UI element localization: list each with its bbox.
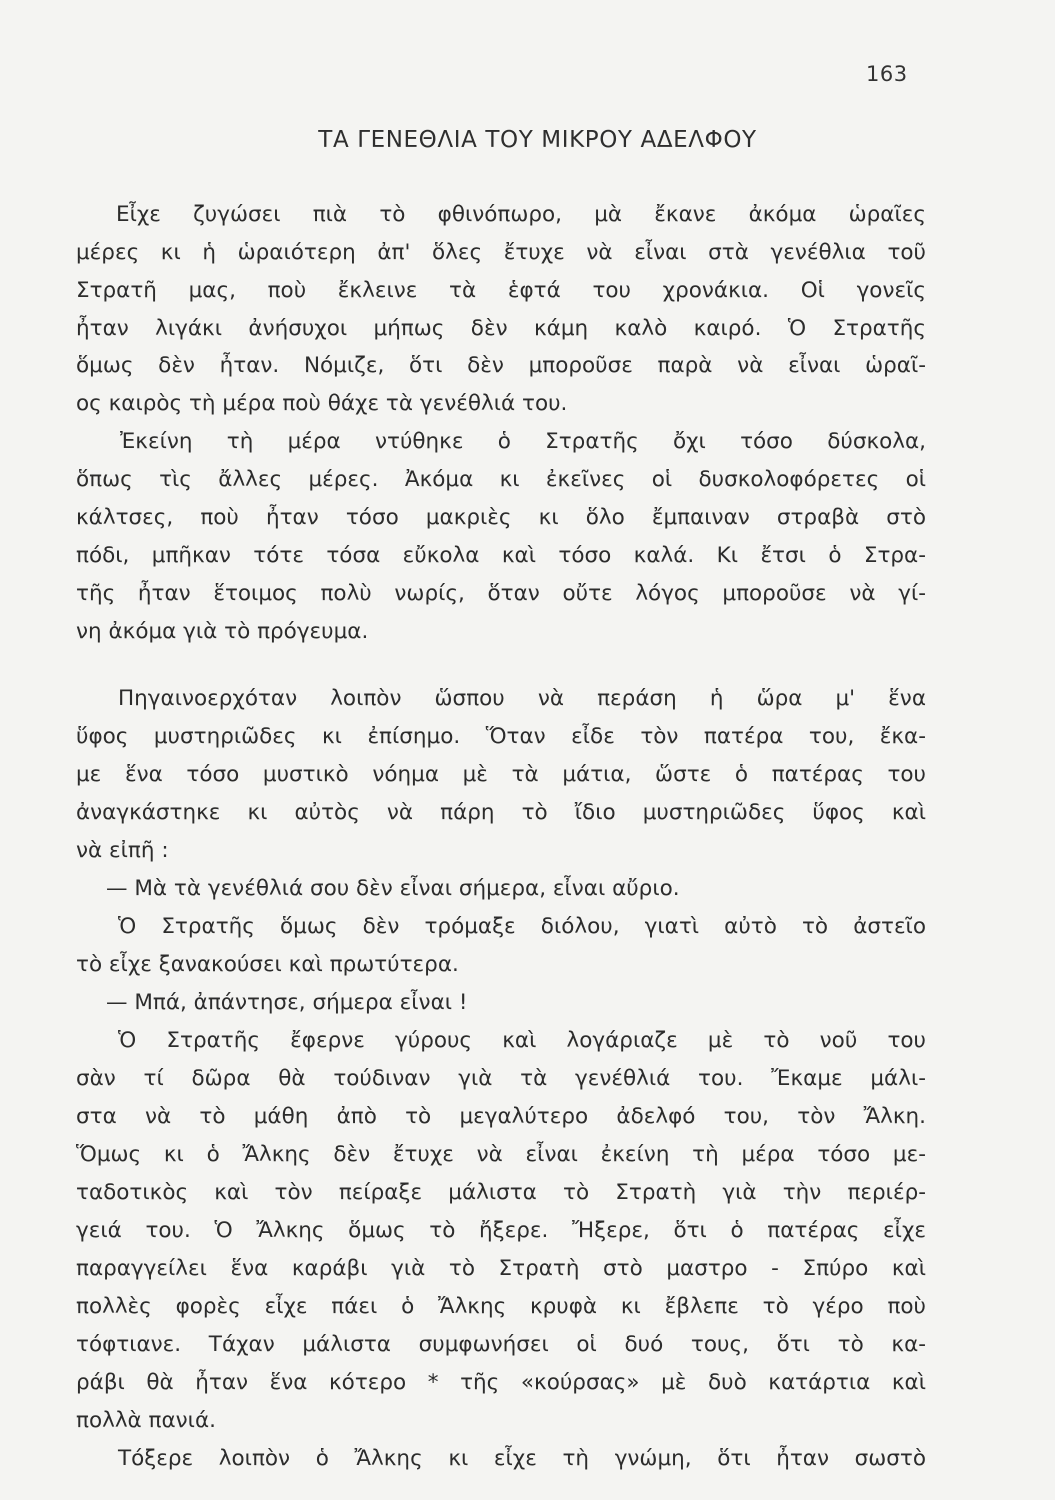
- text-line: Τόξερε λοιπὸν ὁ Ἄλκης κι εἶχε τὴ γνώμη, ὅτι ἦταν σωστὸ: [118, 1446, 926, 1471]
- text-line: πολλὲς φορὲς εἶχε πάει ὁ Ἄλκης κρυφὰ κι ἔβλεπε τὸ γέρο ποὺ: [76, 1294, 926, 1319]
- text-line: ἦταν λιγάκι ἀνήσυχοι μήπως δὲν κάμη καλὸ καιρό. Ὁ Στρατῆς: [76, 316, 926, 341]
- text-line: τῆς ἦταν ἕτοιμος πολὺ νωρίς, ὅταν οὔτε λόγος μποροῦσε νὰ γί-: [76, 581, 926, 606]
- text-line: τόφτιανε. Τάχαν μάλιστα συμφωνήσει οἱ δυό τους, ὅτι τὸ κα-: [76, 1332, 926, 1357]
- text-line: στα νὰ τὸ μάθη ἀπὸ τὸ μεγαλύτερο ἀδελφό του, τὸν Ἄλκη.: [76, 1104, 926, 1129]
- dialogue-line: — Μὰ τὰ γενέθλιά σου δὲν εἶναι σήμερα, εἶναι αὔριο.: [106, 876, 680, 901]
- text-line: ὅπως τὶς ἄλλες μέρες. Ἀκόμα κι ἐκεῖνες οἱ δυσκολοφόρετες οἱ: [76, 467, 926, 492]
- text-line: Ὅμως κι ὁ Ἄλκης δὲν ἔτυχε νὰ εἶναι ἐκείνη τὴ μέρα τόσο με-: [76, 1142, 926, 1167]
- text-line: Ὁ Στρατῆς ὅμως δὲν τρόμαξε διόλου, γιατὶ αὐτὸ τὸ ἀστεῖο: [118, 914, 926, 939]
- text-line: κάλτσες, ποὺ ἦταν τόσο μακριὲς κι ὅλο ἔμπαιναν στραβὰ στὸ: [76, 505, 926, 530]
- text-line: ος καιρὸς τὴ μέρα ποὺ θάχε τὰ γενέθλιά του.: [76, 391, 568, 416]
- text-line: ἀναγκάστηκε κι αὐτὸς νὰ πάρη τὸ ἴδιο μυστηριῶδες ὕφος καὶ: [76, 800, 926, 825]
- text-line: παραγγείλει ἕνα καράβι γιὰ τὸ Στρατὴ στὸ μαστρο - Σπύρο καὶ: [76, 1256, 926, 1281]
- text-line: μέρες κι ἡ ὡραιότερη ἀπ' ὅλες ἔτυχε νὰ εἶναι στὰ γενέθλια τοῦ: [76, 240, 926, 265]
- text-line: Ἐκείνη τὴ μέρα ντύθηκε ὁ Στρατῆς ὄχι τόσο δύσκολα,: [120, 429, 926, 454]
- text-line: νη ἀκόμα γιὰ τὸ πρόγευμα.: [76, 619, 369, 644]
- text-line: Πηγαινοερχόταν λοιπὸν ὥσπου νὰ περάση ἡ ὥρα μ' ἕνα: [118, 686, 926, 711]
- text-line: Εἶχε ζυγώσει πιὰ τὸ φθινόπωρο, μὰ ἔκανε ἀκόμα ὡραῖες: [116, 202, 926, 227]
- text-line: ὕφος μυστηριῶδες κι ἐπίσημο. Ὅταν εἶδε τὸν πατέρα του, ἔκα-: [76, 724, 926, 749]
- text-line: γειά του. Ὁ Ἄλκης ὅμως τὸ ἤξερε. Ἤξερε, ὅτι ὁ πατέρας εἶχε: [76, 1218, 926, 1243]
- text-line: ὅμως δὲν ἦταν. Νόμιζε, ὅτι δὲν μποροῦσε παρὰ νὰ εἶναι ὡραῖ-: [76, 353, 926, 378]
- text-line: πόδι, μπῆκαν τότε τόσα εὔκολα καὶ τόσο καλά. Κι ἔτσι ὁ Στρα-: [76, 543, 926, 568]
- text-line: Στρατῆ μας, ποὺ ἔκλεινε τὰ ἑφτά του χρονάκια. Οἱ γονεῖς: [76, 278, 926, 303]
- text-line: ταδοτικὸς καὶ τὸν πείραξε μάλιστα τὸ Στρατὴ γιὰ τὴν περιέρ-: [76, 1180, 926, 1205]
- text-line: νὰ εἰπῆ :: [76, 838, 169, 863]
- dialogue-line: — Μπά, ἀπάντησε, σήμερα εἶναι !: [106, 990, 468, 1015]
- text-line: τὸ εἶχε ξανακούσει καὶ πρωτύτερα.: [76, 952, 459, 977]
- text-line: Ὁ Στρατῆς ἔφερνε γύρους καὶ λογάριαζε μὲ τὸ νοῦ του: [118, 1028, 926, 1053]
- text-line: με ἕνα τόσο μυστικὸ νόημα μὲ τὰ μάτια, ὥστε ὁ πατέρας του: [76, 762, 926, 787]
- text-line: ράβι θὰ ἦταν ἕνα κότερο * τῆς «κούρσας» μὲ δυὸ κατάρτια καὶ: [76, 1370, 926, 1395]
- chapter-title: ΤΑ ΓΕΝΕΘΛΙΑ ΤΟΥ ΜΙΚΡΟΥ ΑΔΕΛΦΟΥ: [318, 127, 757, 153]
- text-line: πολλὰ πανιά.: [76, 1408, 216, 1433]
- text-line: σὰν τί δῶρα θὰ τούδιναν γιὰ τὰ γενέθλιά του. Ἔκαμε μάλι-: [76, 1066, 926, 1091]
- page-number: 163: [866, 62, 908, 86]
